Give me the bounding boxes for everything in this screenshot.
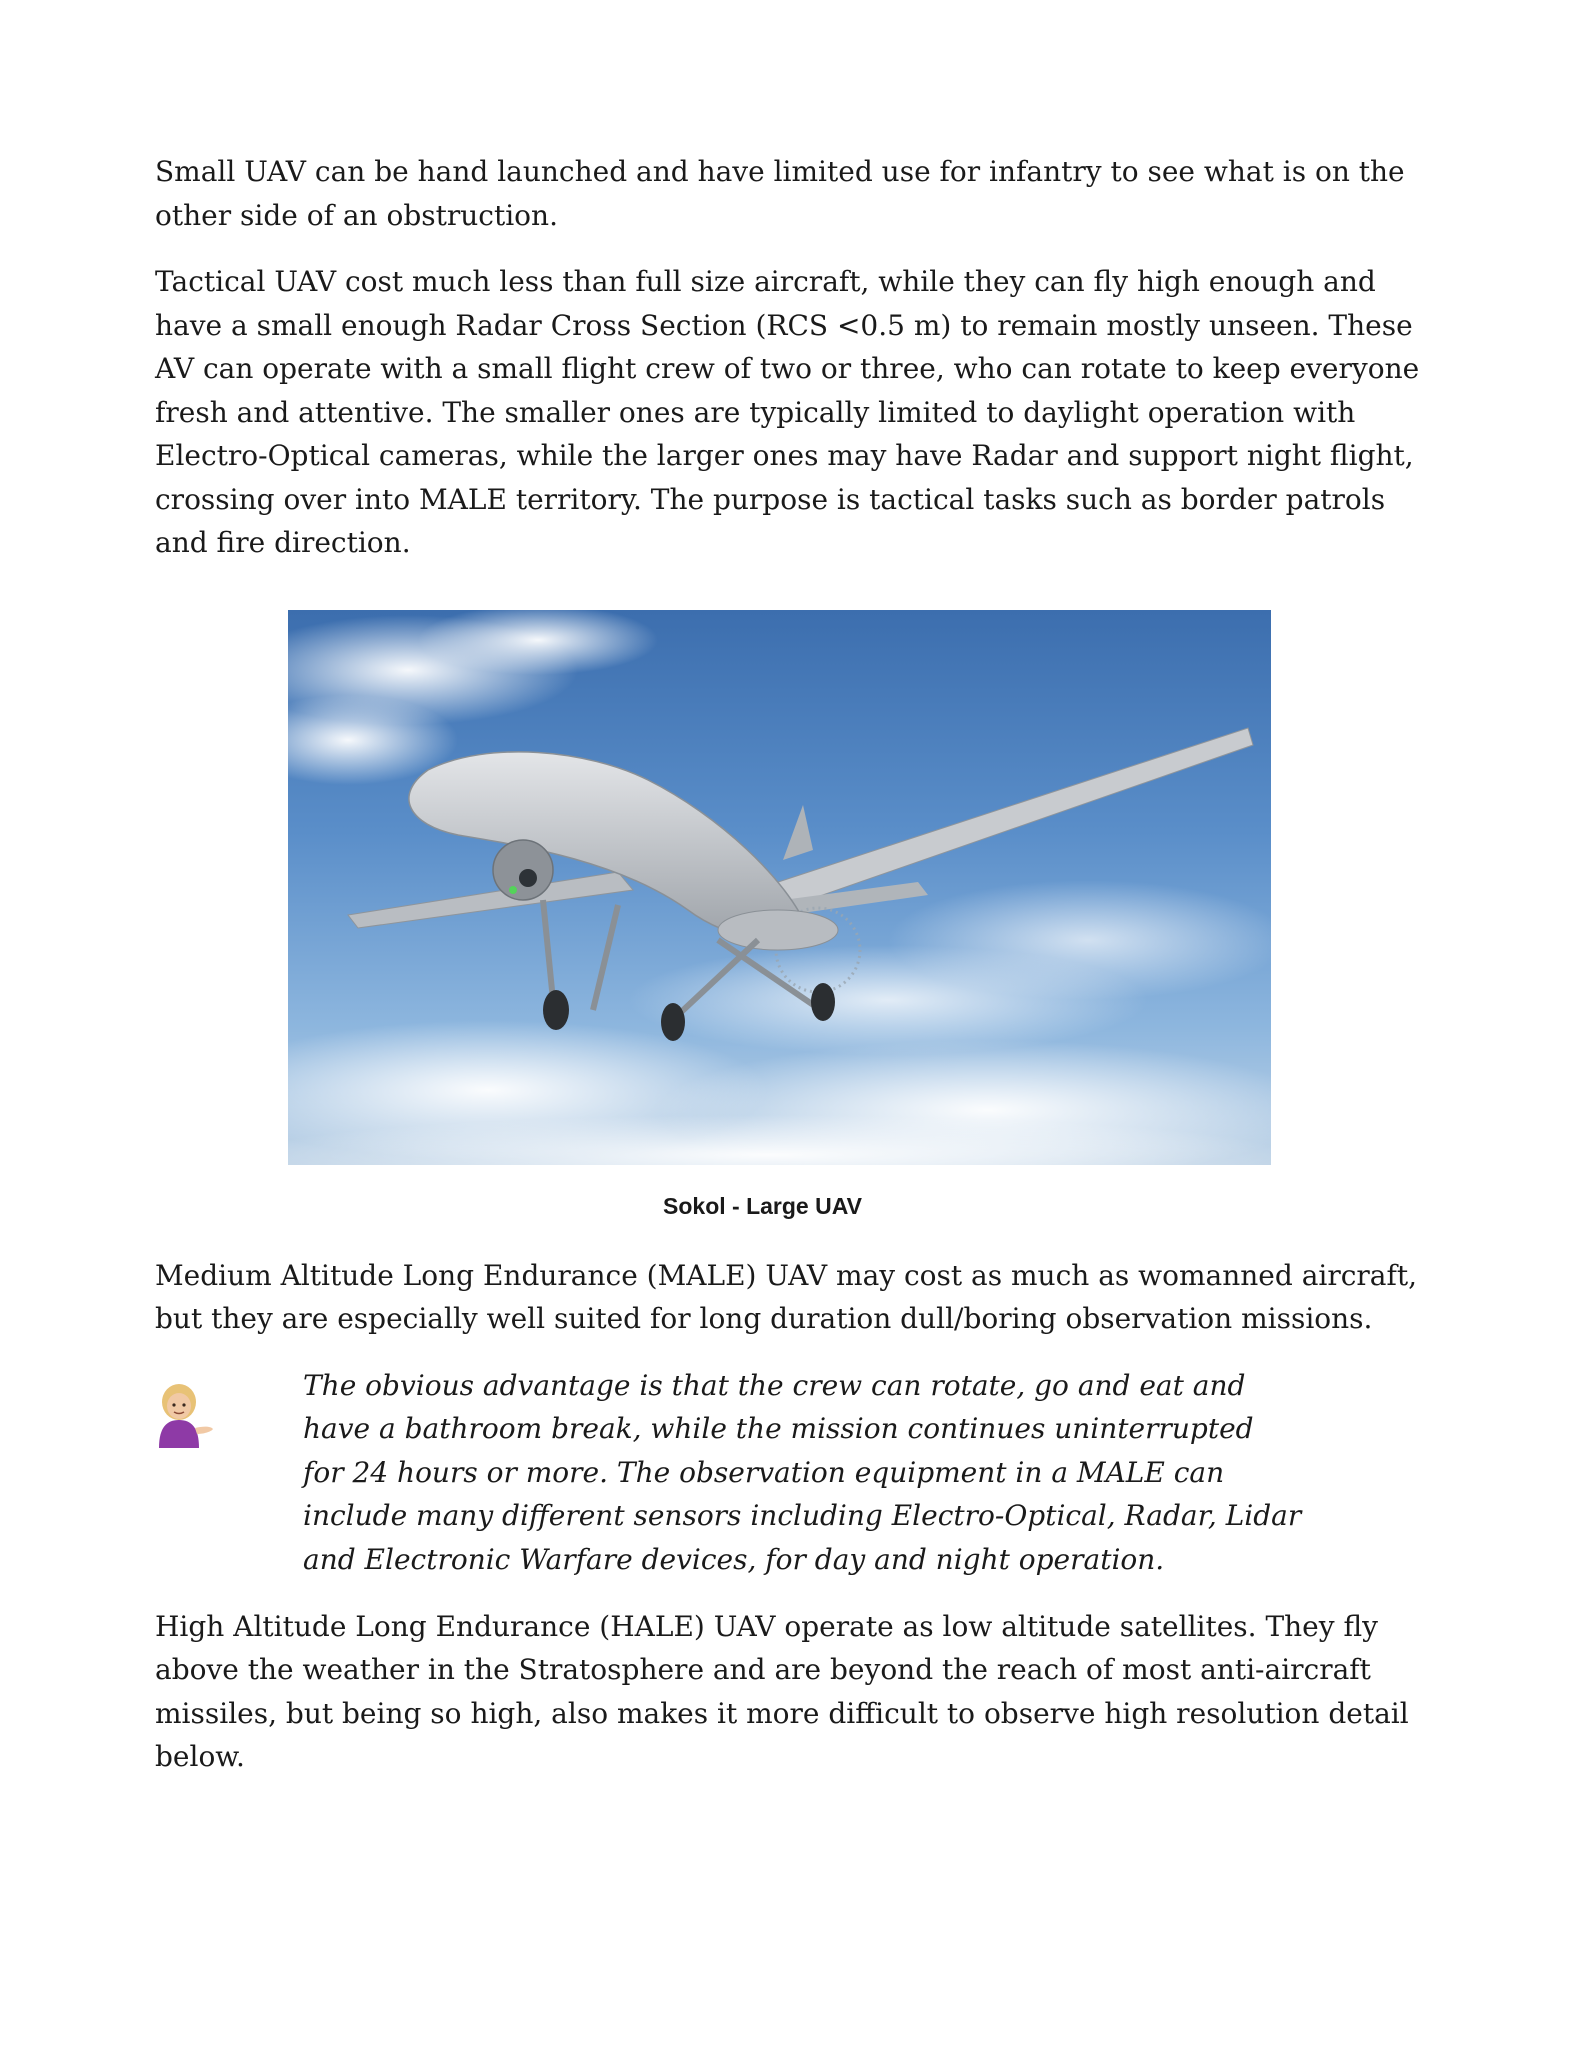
paragraph-tactical-uav: Tactical UAV cost much less than full size aircraft, while they can fly high enough and have a small enough Radar Cross Section (RCS <0.5 m) to remain mostly unseen. These AV can operate with a small flight crew of two or three, who can rotate to keep everyone fresh and attentive. The smaller ones are typically limited to daylight operation with Electro-Optical cameras, while the larger ones may have Radar and support night flight, crossing over into MALE territory. The purpose is tactical tasks such as border patrols and fire direction. bbox=[155, 265, 1420, 559]
callout-note bbox=[155, 1364, 1430, 1582]
paragraph-small-uav: Small UAV can be hand launched and have limited use for infantry to see what is on the other side of an obstruction. bbox=[155, 155, 1405, 232]
figure-sokol bbox=[155, 610, 1430, 1220]
callout-text: The obvious advantage is that the crew can rotate, go and eat and have a bathroom break, while the mission continues uninterrupted for 24 hours or more. The observation equipment in a MALE can include many different sensors including Electro-Optical, Radar, Lidar and Electronic Warfare devices, for day and night operation. bbox=[303, 1368, 1302, 1576]
person-tipping-hand-icon bbox=[155, 1382, 215, 1448]
document-page bbox=[155, 150, 1430, 1779]
paragraph-hale-uav: High Altitude Long Endurance (HALE) UAV operate as low altitude satellites. They fly above the weather in the Stratosphere and are beyond the reach of most anti-aircraft missiles, but being so high, also makes it more difficult to observe high resolution detail below. bbox=[155, 1609, 1409, 1773]
uav-illustration bbox=[288, 610, 1271, 1165]
figure-caption: Sokol - Large UAV bbox=[663, 1192, 862, 1219]
paragraph-male-uav: Medium Altitude Long Endurance (MALE) UAV may cost as much as womanned aircraft, but they are especially well suited for long duration dull/boring observation missions. bbox=[155, 1258, 1418, 1335]
uav-photo bbox=[288, 610, 1271, 1165]
